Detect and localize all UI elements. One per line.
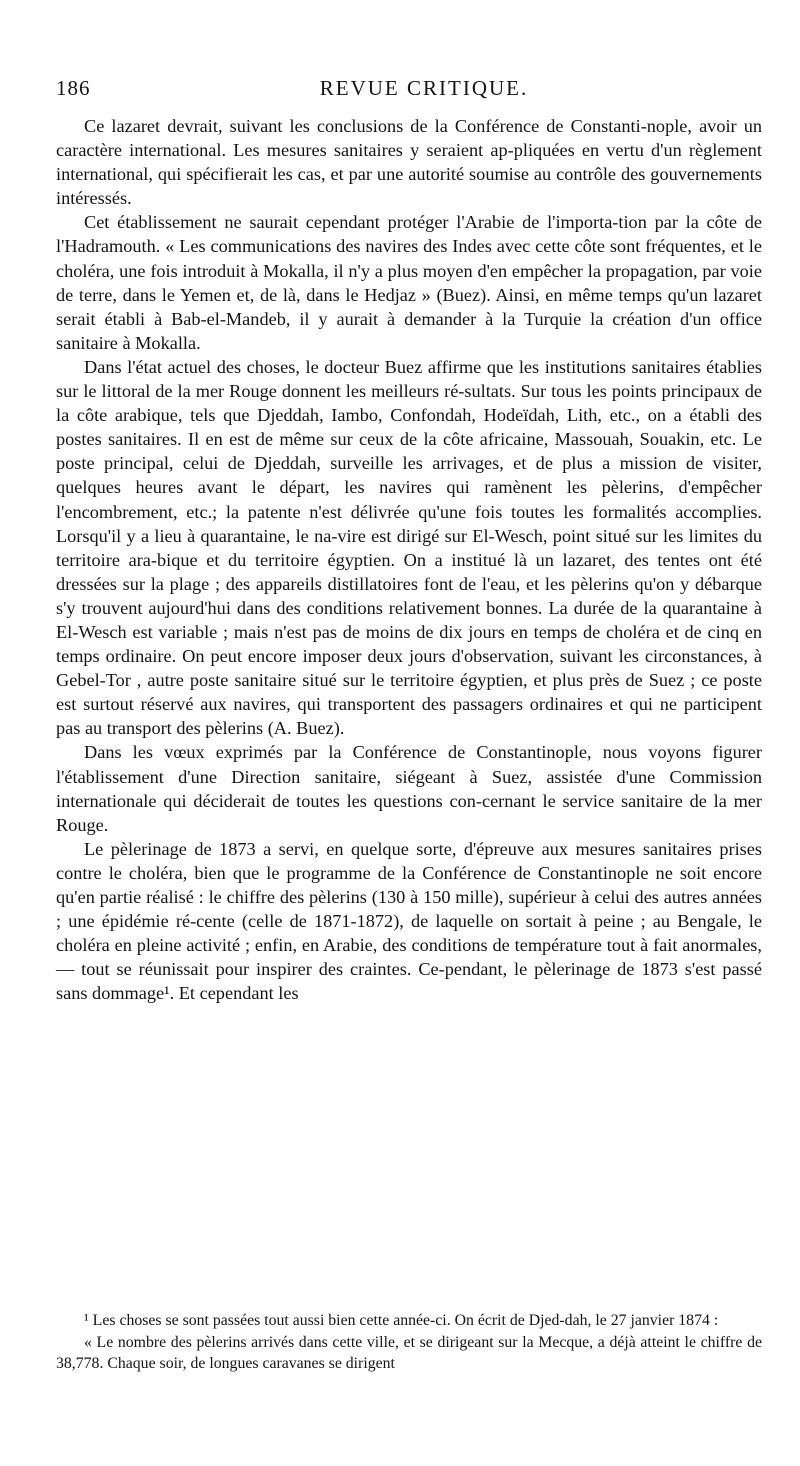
journal-title: REVUE CRITIQUE. [319, 76, 529, 100]
running-head [56, 76, 762, 108]
page-number: 186 [56, 76, 91, 100]
footnote-1: ¹ Les choses se sont passées tout aussi bien cette année-ci. On écrit de Djed-dah, le 27 janvier 1874 : [84, 1312, 719, 1329]
paragraph-lazaret-international: Ce lazaret devrait, suivant les conclusions de la Conférence de Constanti-nople, avoir un caractère international. Les mesures sanitaires y seraient ap-pliquées en vertu d'un règlement international, qui spécifierait les cas, et par une autorité soumise au contrôle des gouvernements intéressés. [56, 116, 762, 209]
paragraph-sanitary-institutions: Dans l'état actuel des choses, le docteur Buez affirme que les institutions sanitaires établies sur le littoral de la mer Rouge donnent les meilleurs ré-sultats. Sur tous les points principaux de la côte arabique, tels que Djeddah, Iambo, Confondah, Hodeïdah, Lith, etc., on a établi des postes sanitaires. Il en est de même sur ceux de la côte africaine, Massouah, Souakin, etc. Le poste principal, celui de Djeddah, surveille les arrivages, et de plus a mission de visiter, quelques heures avant le départ, les navires qui ramènent les pèlerins, d'empêcher l'encombrement, etc.; la patente n'est délivrée qu'une fois toutes les formalités accomplies. Lorsqu'il y a lieu à quarantaine, le na-vire est dirigé sur El-Wesch, point situé sur les limites du territoire ara-bique et du territoire égyptien. On a institué là un lazaret, des tentes ont été dressées sur la plage ; des appareils distillatoires font de l'eau, et les pèlerins qu'on y débarque s'y trouvent aujourd'hui dans des conditions relativement bonnes. La durée de la quarantaine à El-Wesch est variable ; mais n'est pas de moins de dix jours en temps de choléra et de cinq en temps ordinaire. On peut encore imposer deux jours d'observation, suivant les circonstances, à Gebel-Tor , autre poste sanitaire situé sur le territoire égyptien, et plus près de Suez ; ce poste est surtout réservé aux navires, qui transportent des passagers ordinaires et qui ne participent pas au transport des pèlerins (A. Buez). [56, 356, 762, 739]
footnotes [56, 1310, 762, 1375]
paragraph-conference-wishes: Dans les vœux exprimés par la Conférence de Constantinople, nous voyons figurer l'établissement d'une Direction sanitaire, siégeant à Suez, assistée d'une Commission internationale qui déciderait de toutes les questions con-cernant le service sanitaire de la mer Rouge. [56, 742, 762, 835]
paragraph-pilgrimage-1873: Le pèlerinage de 1873 a servi, en quelque sorte, d'épreuve aux mesures sanitaires prises contre le choléra, bien que le programme de la Conférence de Constantinople ne soit encore qu'en partie réalisé : le chiffre des pèlerins (130 à 150 mille), supérieur à celui des autres années ; une épidémie ré-cente (celle de 1871-1872), de laquelle on sortait à peine ; au Bengale, le choléra en pleine activité ; enfin, en Arabie, des conditions de température tout à fait anormales, — tout se réunissait pour inspirer des craintes. Ce-pendant, le pèlerinage de 1873 s'est passé sans dommage¹. Et cependant les [56, 838, 762, 1004]
footnote-1-quote: « Le nombre des pèlerins arrivés dans cette ville, et se dirigeant sur la Mecque, a déjà atteint le chiffre de 38,778. Chaque soir, de longues caravanes se dirigent [56, 1333, 762, 1372]
paragraph-hadramouth: Cet établissement ne saurait cependant protéger l'Arabie de l'importa-tion par la côte de l'Hadramouth. « Les communications des navires des Indes avec cette côte sont fréquentes, et le choléra, une fois introduit à Mokalla, il n'y a plus moyen d'en empêcher la propagation, par voie de terre, dans le Yemen et, de là, dans le Hedjaz » (Buez). Ainsi, en même temps qu'un lazaret serait établi à Bab-el-Mandeb, il y aurait à demander à la Turquie la création d'un office sanitaire à Mokalla. [56, 212, 762, 353]
main-text [56, 114, 762, 1005]
